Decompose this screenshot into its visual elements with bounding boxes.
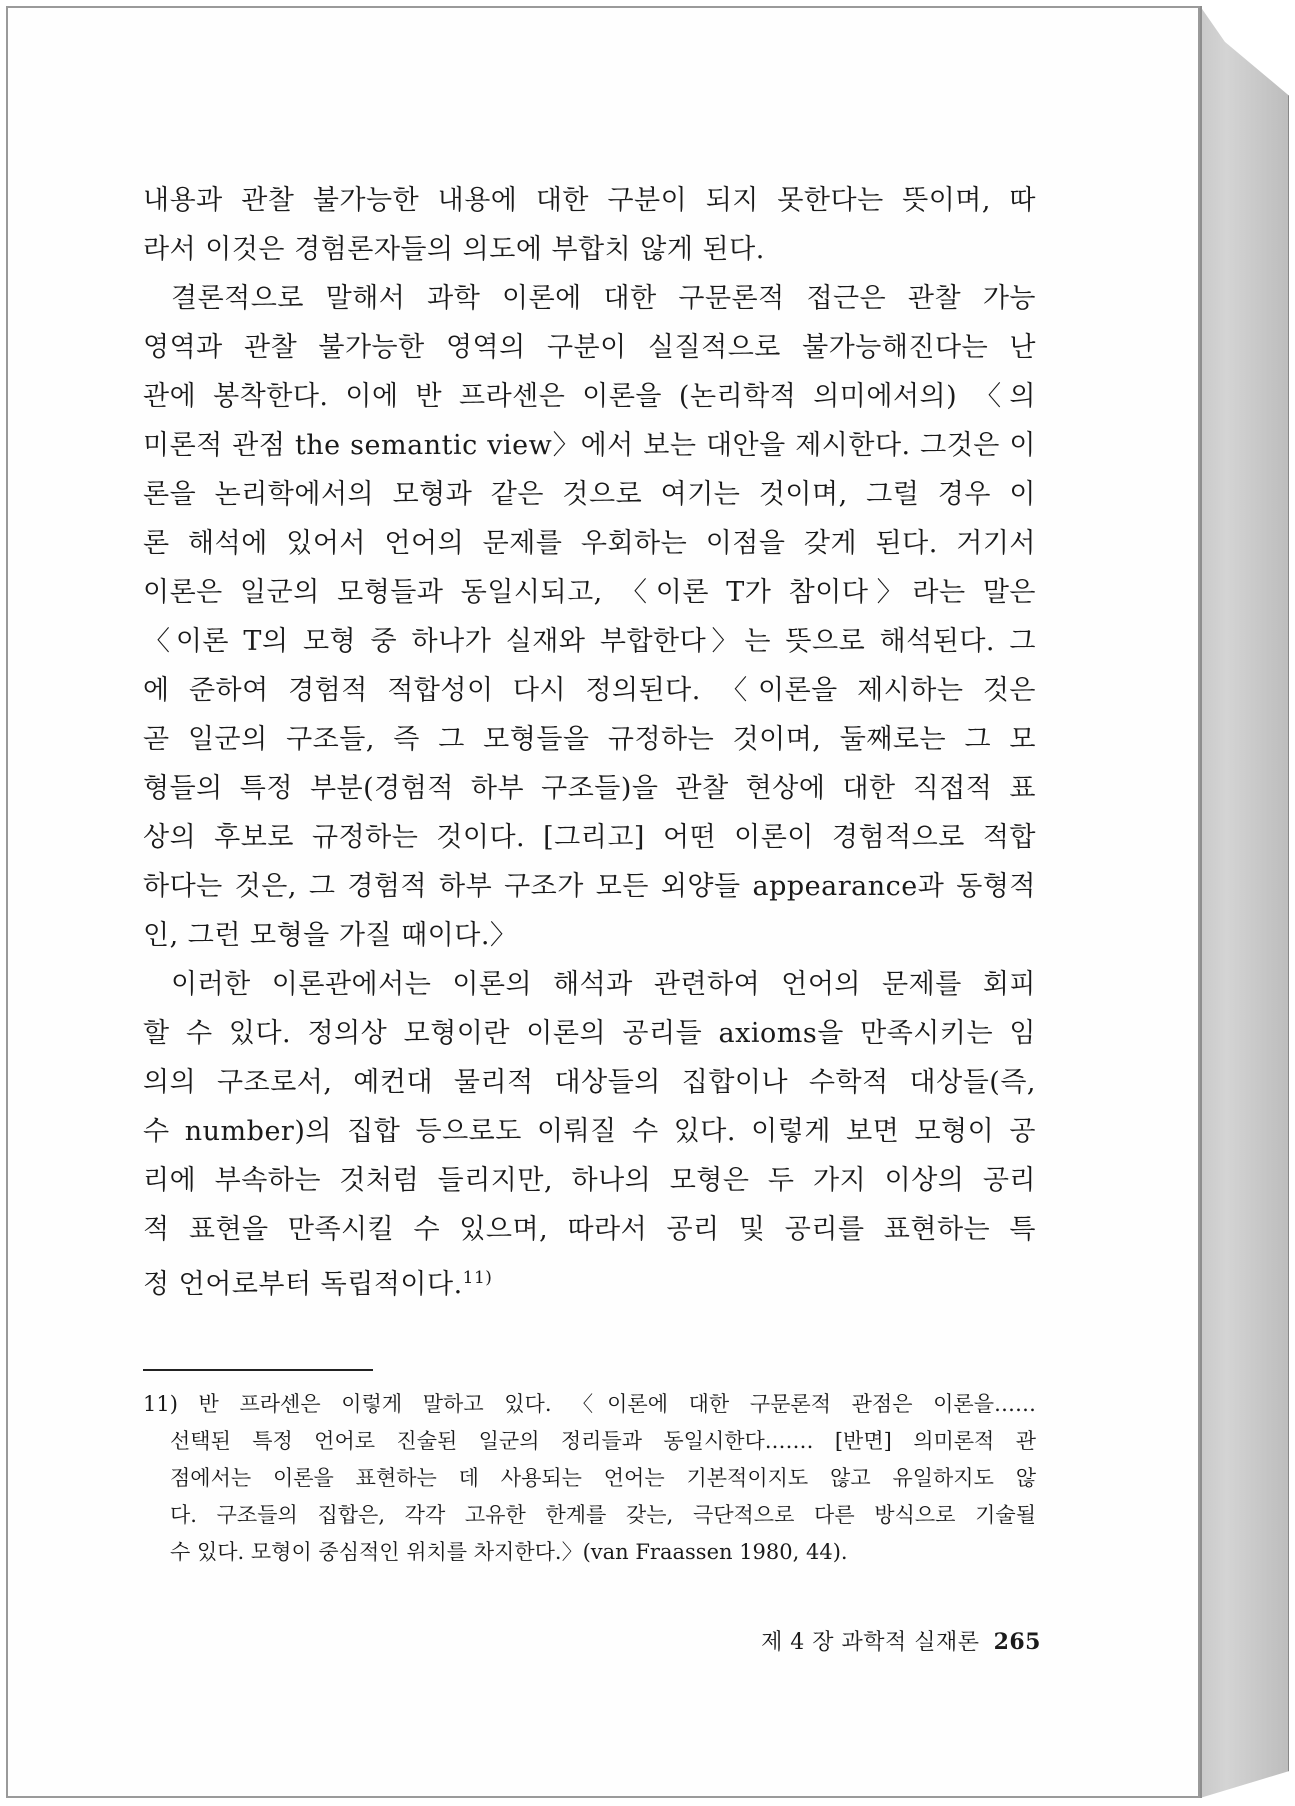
body-line: 내용과 관찰 불가능한 내용에 대한 구분이 되지 못한다는 뜻이며, 따: [143, 185, 1036, 216]
body-line-final: [143, 1254, 1036, 1303]
body-line: 상의 후보로 규정하는 것이다. [그리고] 어떤 이론이 경험적으로 적합: [143, 822, 1036, 853]
body-line: 론을 논리학에서의 모형과 같은 것으로 여기는 것이며, 그럴 경우 이: [143, 479, 1036, 510]
footnote-line: 11) 반 프라센은 이렇게 말하고 있다. 〈이론에 대한 구문론적 관점은 이론을……: [143, 1392, 1036, 1416]
page-edge-stack: [1200, 6, 1289, 1798]
page-edge-line: [1200, 6, 1202, 1798]
body-line: 결론적으로 말해서 과학 이론에 대한 구문론적 접근은 관찰 가능: [171, 283, 1036, 314]
body-line: 이론은 일군의 모형들과 동일시되고, 〈이론 T가 참이다〉라는 말은: [143, 577, 1036, 608]
running-footer: [761, 1625, 1041, 1656]
body-line-text: 정 언어로부터 독립적이다.: [143, 1269, 463, 1300]
body-line: 인, 그런 모형을 가질 때이다.〉: [143, 920, 518, 951]
body-line: 수 number)의 집합 등으로도 이뤄질 수 있다. 이렇게 보면 모형이 공: [143, 1116, 1036, 1147]
footnote-line: 선택된 특정 언어로 진술된 일군의 정리들과 동일시한다.…… [반면] 의미론적 관: [170, 1429, 1036, 1453]
body-line: 에 준하여 경험적 적합성이 다시 정의된다. 〈이론을 제시하는 것은: [143, 675, 1036, 706]
footnote-reference: 11): [462, 1268, 493, 1288]
footnote-line: 점에서는 이론을 표현하는 데 사용되는 언어는 기본적이지도 않고 유일하지도 않: [170, 1466, 1036, 1490]
body-line: 관에 봉착한다. 이에 반 프라센은 이론을 (논리학적 의미에서의) 〈의: [143, 381, 1036, 412]
chapter-title: 제 4 장 과학적 실재론: [761, 1630, 980, 1655]
page-number: 265: [993, 1629, 1041, 1655]
body-line: 의의 구조로서, 예컨대 물리적 대상들의 집합이나 수학적 대상들(즉,: [143, 1067, 1036, 1098]
body-text: [143, 176, 1036, 1303]
footnote-line: 다. 구조들의 집합은, 각각 고유한 한계를 갖는, 극단적으로 다른 방식으로 기술될: [170, 1503, 1036, 1527]
body-line: 론 해석에 있어서 언어의 문제를 우회하는 이점을 갖게 된다. 거기서: [143, 528, 1036, 559]
body-line: 곧 일군의 구조들, 즉 그 모형들을 규정하는 것이며, 둘째로는 그 모: [143, 724, 1036, 755]
footnote: [143, 1386, 1036, 1571]
body-line: 하다는 것은, 그 경험적 하부 구조가 모든 외양들 appearance과 동형적: [143, 871, 1036, 902]
body-line: 영역과 관찰 불가능한 영역의 구분이 실질적으로 불가능해진다는 난: [143, 332, 1036, 363]
body-line: 리에 부속하는 것처럼 들리지만, 하나의 모형은 두 가지 이상의 공리: [143, 1165, 1036, 1196]
footnote-line: 수 있다. 모형이 중심적인 위치를 차지한다.〉(van Fraassen 1980, 44).: [170, 1540, 848, 1564]
body-line: 라서 이것은 경험론자들의 의도에 부합치 않게 된다.: [143, 234, 765, 265]
body-line: 미론적 관점 the semantic view〉에서 보는 대안을 제시한다. 그것은 이: [143, 430, 1036, 461]
footnote-separator: [143, 1369, 373, 1371]
body-line: 할 수 있다. 정의상 모형이란 이론의 공리들 axioms을 만족시키는 임: [143, 1018, 1036, 1049]
body-line: 〈이론 T의 모형 중 하나가 실재와 부합한다〉는 뜻으로 해석된다. 그: [143, 626, 1036, 657]
body-line: 적 표현을 만족시킬 수 있으며, 따라서 공리 및 공리를 표현하는 특: [143, 1214, 1036, 1245]
body-line: 이러한 이론관에서는 이론의 해석과 관련하여 언어의 문제를 회피: [171, 969, 1036, 1000]
body-line: 형들의 특정 부분(경험적 하부 구조들)을 관찰 현상에 대한 직접적 표: [143, 773, 1036, 804]
